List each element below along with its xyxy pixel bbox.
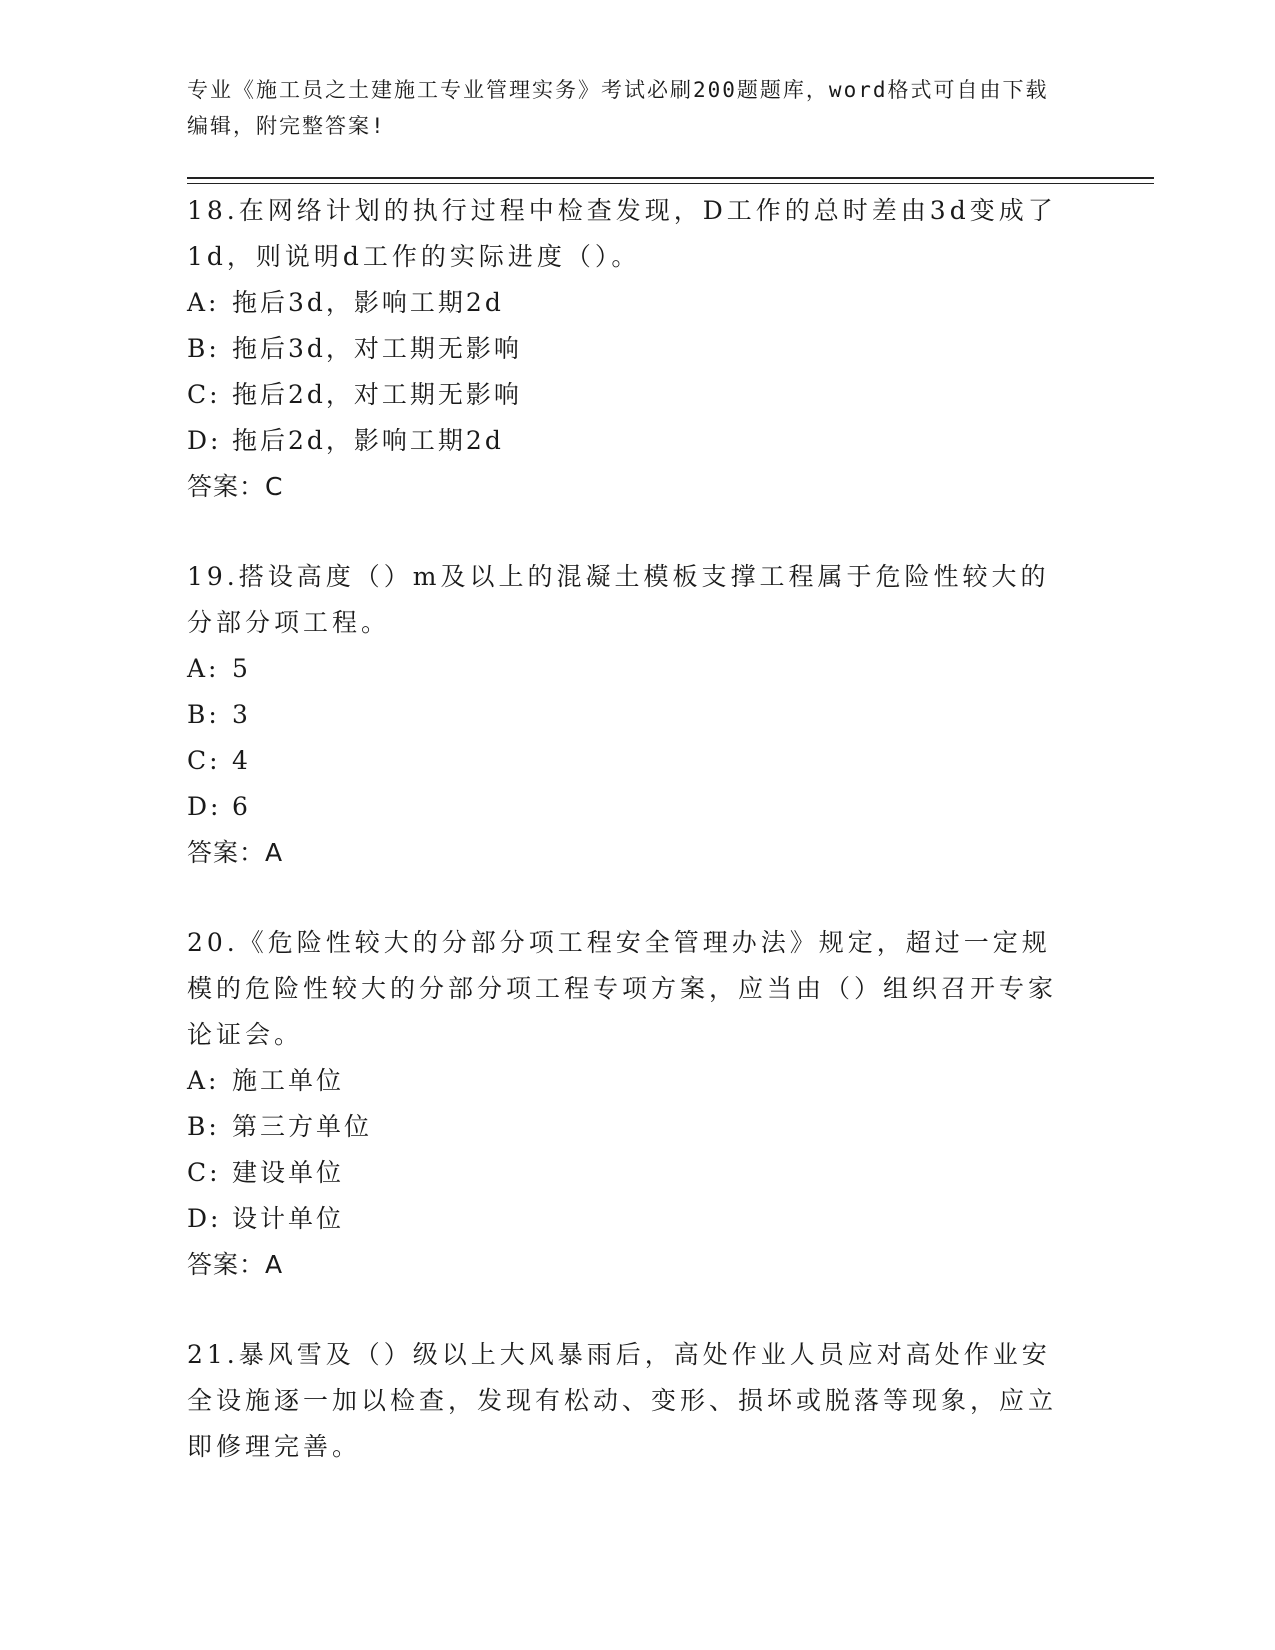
document-header: 专业《施工员之土建施工专业管理实务》考试必刷200题题库，word格式可自由下载编辑，附完整答案! [187,78,1049,138]
question-list [187,188,1067,1514]
option-text: 3 [232,700,251,729]
option-text: 5 [232,654,251,683]
option-b [187,326,1067,372]
option-d [187,418,1067,464]
option-text: 第三方单位 [232,1112,373,1141]
option-key: D: [187,426,222,455]
option-a [187,646,1067,692]
option-key: C: [187,380,221,409]
question-stem: 18.在网络计划的执行过程中检查发现，D工作的总时差由3d变成了1d，则说明d工作的实际进度（）。 [187,196,1057,271]
option-key: B: [187,700,220,729]
option-a [187,1058,1067,1104]
option-c [187,1150,1067,1196]
option-key: C: [187,1158,221,1187]
option-text: 4 [232,746,251,775]
question-21 [187,1332,1067,1470]
option-text: 设计单位 [232,1204,345,1233]
option-d [187,1196,1067,1242]
question-19 [187,554,1067,876]
option-key: A: [187,288,220,317]
header-divider-thick [187,177,1154,179]
option-text: 拖后2d，对工期无影响 [232,380,522,409]
option-d [187,784,1067,830]
option-b [187,1104,1067,1150]
option-a [187,280,1067,326]
option-text: 6 [232,792,251,821]
header-divider-thin [187,183,1154,184]
option-text: 拖后3d，对工期无影响 [232,334,522,363]
option-text: 建设单位 [232,1158,345,1187]
option-key: A: [187,1066,220,1095]
question-stem: 20.《危险性较大的分部分项工程安全管理办法》规定，超过一定规模的危险性较大的分部分项工程专项方案，应当由（）组织召开专家论证会。 [187,928,1058,1049]
option-key: B: [187,1112,220,1141]
option-b [187,692,1067,738]
option-text: 拖后2d，影响工期2d [232,426,504,455]
answer-line: 答案：A [187,1250,284,1279]
option-text: 施工单位 [232,1066,345,1095]
option-key: D: [187,792,222,821]
option-c [187,372,1067,418]
option-key: C: [187,746,221,775]
question-stem: 21.暴风雪及（）级以上大风暴雨后，高处作业人员应对高处作业安全设施逐一加以检查，发现有松动、变形、损坏或脱落等现象，应立即修理完善。 [187,1340,1058,1461]
option-text: 拖后3d，影响工期2d [232,288,504,317]
answer-line: 答案：C [187,472,284,501]
option-key: A: [187,654,220,683]
option-c [187,738,1067,784]
question-20 [187,920,1067,1288]
question-18 [187,188,1067,510]
option-key: D: [187,1204,222,1233]
option-key: B: [187,334,220,363]
answer-line: 答案：A [187,838,284,867]
question-stem: 19.搭设高度（）m及以上的混凝土模板支撑工程属于危险性较大的分部分项工程。 [187,562,1050,637]
